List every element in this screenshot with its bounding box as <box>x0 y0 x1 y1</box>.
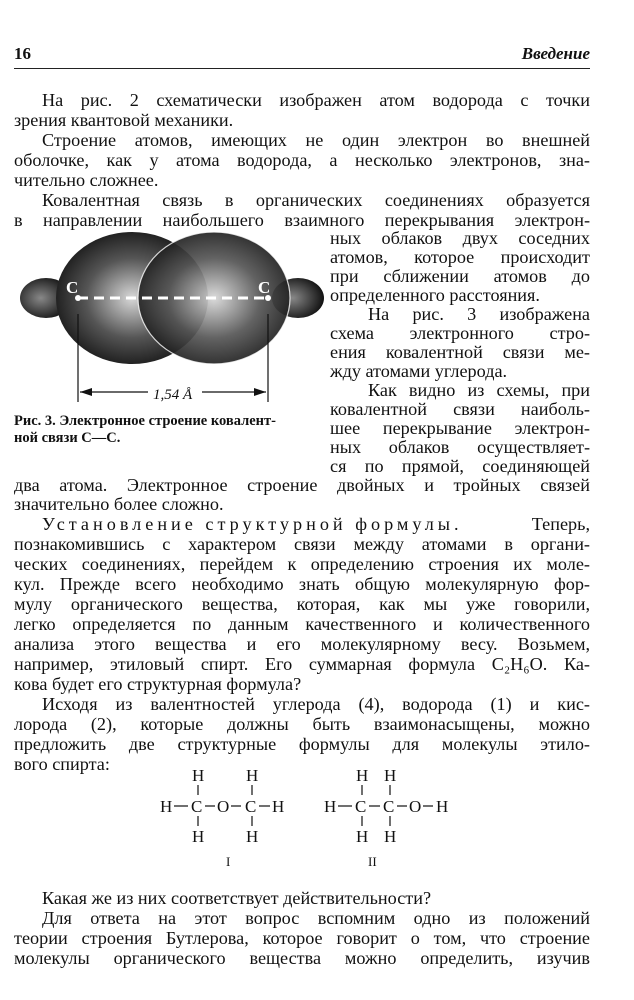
text-line: ковалентной связи наиболь- <box>330 399 590 419</box>
formula-2 <box>324 766 448 869</box>
dimension-arrow-right <box>254 388 266 396</box>
text-line: оболочке, как у атома водорода, а несколько электронов, зна- <box>14 150 590 170</box>
text-line: На рис. 3 изображена <box>368 304 590 324</box>
section-heading <box>42 514 463 535</box>
atom-h: H <box>384 766 397 785</box>
dimension-arrow-left <box>80 388 92 396</box>
text-line: предложить две структурные формулы для молекулы этило- <box>14 734 590 754</box>
dimension-label: 1,54 Å <box>153 387 193 403</box>
text-line: На рис. 2 схематически изображен атом водорода с точки <box>42 90 590 110</box>
text-line: например, этиловый спирт. Его суммарная формула C₂H₆O. Ка- <box>14 654 590 674</box>
text-line: ческих соединениях, перейдем к определению строения их моле- <box>14 554 590 574</box>
text-line: атомов, которое происходит <box>330 247 590 267</box>
text-line: лорода (2), которые должны быть взаимонасыщены, можно <box>14 714 590 734</box>
figure-caption-line: Рис. 3. Электронное строение ковалент- <box>14 413 276 429</box>
text-line: мулу органического вещества, которая, как мы уже говорили, <box>14 594 590 614</box>
text-line: значительно более сложно. <box>14 494 224 514</box>
text-line: при сближении атомов до <box>330 266 590 286</box>
atom-h: H <box>324 797 337 816</box>
text-line: познакомившись с характером связи между атомами в органи- <box>14 534 590 554</box>
text-line: Исходя из валентностей углерода (4), водорода (1) и кис- <box>42 694 590 714</box>
text-line: в направлении наибольшего взаимного перекрывания электрон- <box>14 210 590 230</box>
section-heading-text: Установление структурной формулы. <box>42 514 463 534</box>
atom-h: H <box>384 827 397 846</box>
atom-c: C <box>355 797 367 816</box>
atom-c: C <box>245 797 257 816</box>
atom-h: H <box>160 797 173 816</box>
atom-o: O <box>217 797 230 816</box>
text-line: вого спирта: <box>14 754 110 774</box>
atom-o: O <box>409 797 422 816</box>
formula-diagram <box>150 762 470 872</box>
text-line: ся по прямой, соединяющей <box>330 456 590 476</box>
text-line: ных облаков осуществляет- <box>330 437 590 457</box>
text-line: Теперь, <box>531 514 590 534</box>
text-line: кова будет его структурная формула? <box>14 674 302 694</box>
text-line: легко определяется по данным качественного и количественного <box>14 614 590 634</box>
page-header <box>14 44 590 69</box>
text-line: ения ковалентной связи ме- <box>330 342 590 362</box>
formula-label-1: I <box>226 854 231 869</box>
text-line: определенного расстояния. <box>330 285 540 305</box>
text-line: теории строения Бутлерова, которое говорит о том, что строение <box>14 928 590 948</box>
structural-formulas <box>150 762 470 872</box>
text-line: Как видно из схемы, при <box>368 380 590 400</box>
running-head: Введение <box>521 44 590 63</box>
covalent-bond-diagram <box>20 230 326 410</box>
atom-h: H <box>356 766 369 785</box>
text-line: Строение атомов, имеющих не один электрон во внешней <box>42 130 590 150</box>
atom-h: H <box>436 797 449 816</box>
text-line: зрения квантовой механики. <box>14 110 234 130</box>
atom-h: H <box>192 827 205 846</box>
atom-h: H <box>246 827 259 846</box>
formula-label-2: II <box>368 854 377 869</box>
atom-h: H <box>192 766 205 785</box>
figure-electron-clouds <box>20 230 326 410</box>
text-line: схема электронного стро- <box>330 323 590 343</box>
text-line: чительно сложнее. <box>14 170 159 190</box>
text-line: Какая же из них соответствует действительности? <box>42 888 432 908</box>
formula-1 <box>160 766 284 869</box>
text-line: кул. Прежде всего необходимо знать общую молекулярную фор- <box>14 574 590 594</box>
text-line: жду атомами углерода. <box>330 361 508 381</box>
text-line: Ковалентная связь в органических соединениях образуется <box>42 190 590 210</box>
text-line: ных облаков двух соседних <box>330 228 590 248</box>
text-line: шее перекрывание электрон- <box>330 418 590 438</box>
text-line: два атома. Электронное строение двойных и тройных связей <box>14 475 590 495</box>
atom-c: C <box>191 797 203 816</box>
atom-label-left: C <box>66 278 79 297</box>
atom-label-right: C <box>258 278 271 297</box>
atom-h: H <box>356 827 369 846</box>
text-line: анализа этого вещества и его молекулярному весу. Возьмем, <box>14 634 590 654</box>
atom-h: H <box>272 797 285 816</box>
figure-caption-line: ной связи C—C. <box>14 430 121 446</box>
text-line: молекулы органического вещества можно определить, изучив <box>14 948 590 968</box>
atom-h: H <box>246 766 259 785</box>
atom-c: C <box>383 797 395 816</box>
text-line: Для ответа на этот вопрос вспомним одно из положений <box>42 908 590 928</box>
page-number: 16 <box>14 44 31 63</box>
